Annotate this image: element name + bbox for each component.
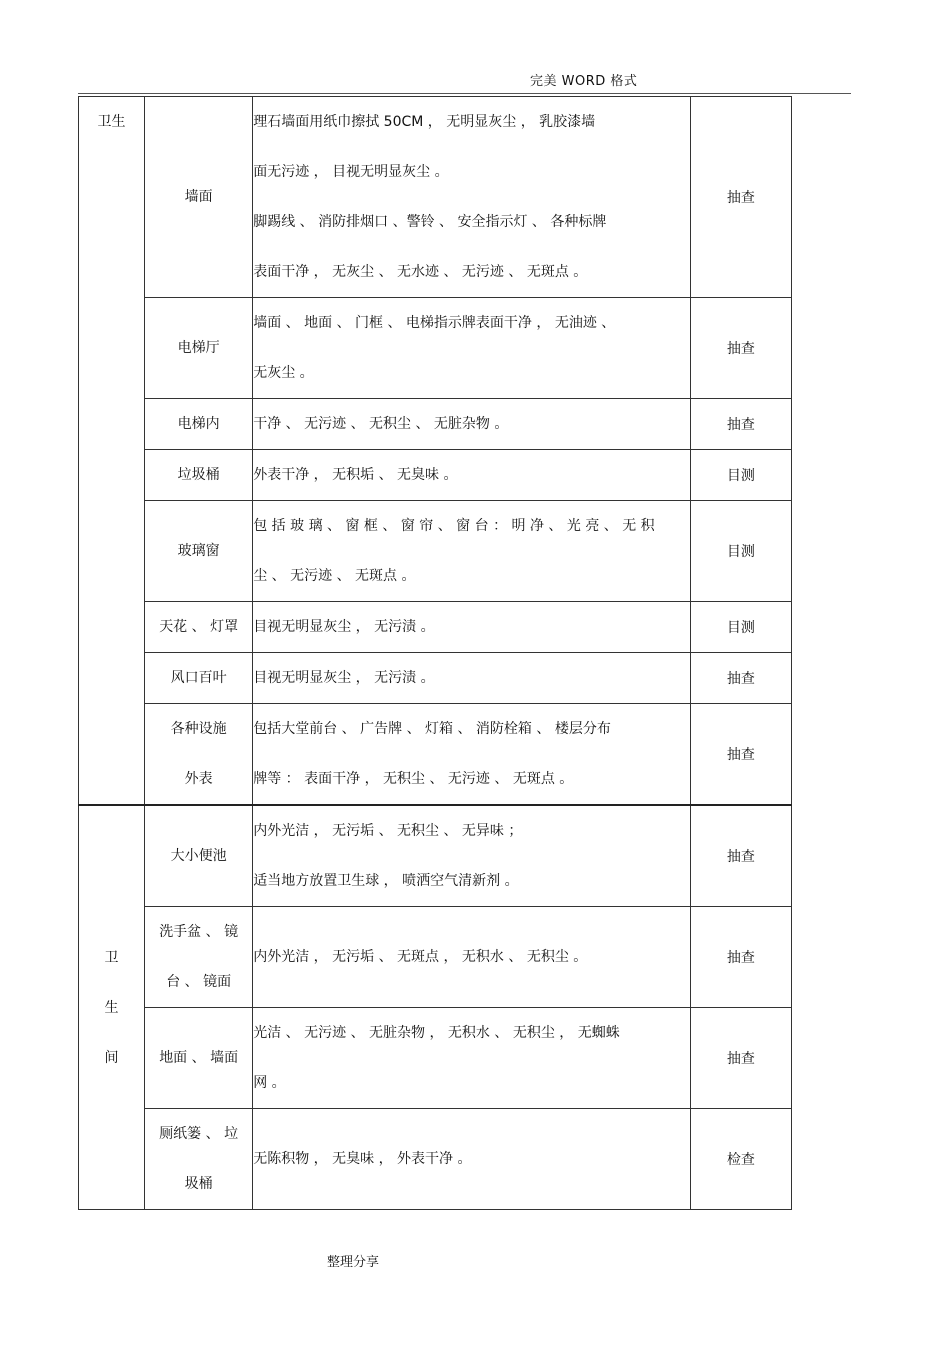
item-name-line: 厕纸篓 、 垃 [159, 1126, 239, 1142]
description-line: 干净 、 无污迹 、 无积尘 、 无脏杂物 。 [253, 416, 509, 432]
description-cell [253, 450, 691, 501]
page-footer: 整理分享 [327, 1255, 380, 1270]
item-name-line: 天花 、 灯罩 [159, 619, 239, 635]
description-cell [253, 653, 691, 704]
description-line: 面无污迹 ， 目视无明显灰尘 。 [253, 164, 449, 180]
inspection-method-cell: 目测 [690, 501, 791, 602]
item-name-line: 台 、 镜面 [166, 974, 232, 990]
description-line: 网 。 [253, 1075, 286, 1091]
inspection-method-cell: 抽查 [690, 1008, 791, 1109]
description-cell [253, 704, 691, 806]
item-cell [145, 602, 253, 653]
description-line: 内外光洁 ， 无污垢 、 无积尘 、 无异味 ； [253, 823, 523, 839]
description-line: 外表干净 ， 无积垢 、 无臭味 。 [253, 467, 458, 483]
description-cell [253, 602, 691, 653]
inspection-method-cell: 抽查 [690, 653, 791, 704]
section-name-char: 生 [104, 999, 119, 1016]
item-cell [145, 97, 253, 298]
item-name-line: 外表 [184, 771, 213, 787]
inspection-method-cell: 目测 [690, 450, 791, 501]
header-rule [78, 93, 851, 94]
section-name-char: 卫 [104, 949, 119, 966]
section-name-vertical [104, 933, 120, 1083]
description-cell [253, 97, 691, 298]
description-cell [253, 805, 691, 907]
description-line: 目视无明显灰尘 ， 无污渍 。 [253, 619, 435, 635]
item-name-line: 电梯内 [177, 416, 220, 432]
description-line: 理石墙面用纸巾擦拭 50CM ， 无明显灰尘 ， 乳胶漆墙 [253, 114, 596, 130]
table-row [79, 1109, 792, 1210]
item-cell [145, 501, 253, 602]
description-cell [253, 298, 691, 399]
item-cell [145, 907, 253, 1008]
item-name-line: 大小便池 [170, 848, 227, 864]
item-name-line: 风口百叶 [170, 670, 227, 686]
description-line: 包 括 玻 璃 、 窗 框 、 窗 帘 、 窗 台 ： 明 净 、 光 亮 、 无 积 [253, 518, 655, 534]
inspection-method-cell: 抽查 [690, 907, 791, 1008]
item-cell [145, 298, 253, 399]
item-name-line: 电梯厅 [177, 340, 220, 356]
inspection-method-cell: 抽查 [690, 298, 791, 399]
description-line: 墙面 、 地面 、 门框 、 电梯指示牌表面干净 ， 无油迹 、 [253, 315, 616, 331]
item-cell [145, 805, 253, 907]
description-line: 牌等 ： 表面干净 ， 无积尘 、 无污迹 、 无斑点 。 [253, 771, 574, 787]
item-name-line: 洗手盆 、 镜 [159, 924, 239, 940]
description-cell [253, 399, 691, 450]
item-cell [145, 399, 253, 450]
inspection-method-cell: 抽查 [690, 704, 791, 806]
description-cell [253, 1008, 691, 1109]
table-row [79, 704, 792, 806]
description-line: 适当地方放置卫生球 ， 喷洒空气清新剂 。 [253, 873, 519, 889]
description-cell [253, 1109, 691, 1210]
item-name-line: 墙面 [184, 189, 213, 205]
inspection-method-cell: 检查 [690, 1109, 791, 1210]
description-line: 无灰尘 。 [253, 365, 314, 381]
inspection-method-cell: 抽查 [690, 97, 791, 298]
description-line: 脚踢线 、 消防排烟口 、警铃 、 安全指示灯 、 各种标牌 [253, 214, 607, 230]
item-name-line: 地面 、 墙面 [159, 1050, 239, 1066]
item-name-line: 圾桶 [184, 1176, 213, 1192]
item-cell [145, 704, 253, 806]
item-cell [145, 653, 253, 704]
inspection-table [78, 96, 792, 1210]
table-row [79, 805, 792, 907]
description-line: 表面干净 ， 无灰尘 、 无水迹 、 无污迹 、 无斑点 。 [253, 264, 588, 280]
section-name-cell [79, 97, 145, 806]
section-name-cell [79, 805, 145, 1210]
item-cell [145, 1008, 253, 1109]
inspection-method-cell: 抽查 [690, 399, 791, 450]
description-line: 内外光洁 ， 无污垢 、 无斑点 ， 无积水 、 无积尘 。 [253, 949, 588, 965]
item-cell [145, 450, 253, 501]
description-line: 目视无明显灰尘 ， 无污渍 。 [253, 670, 435, 686]
table-row [79, 1008, 792, 1109]
table-row [79, 602, 792, 653]
item-name-line: 垃圾桶 [177, 467, 220, 483]
item-cell [145, 1109, 253, 1210]
description-line: 无陈积物 ， 无臭味 ， 外表干净 。 [253, 1151, 472, 1167]
table-row [79, 653, 792, 704]
table-row [79, 298, 792, 399]
table-row [79, 399, 792, 450]
section-name: 卫生 [97, 114, 126, 130]
description-line: 尘 、 无污迹 、 无斑点 。 [253, 568, 416, 584]
description-line: 包括大堂前台 、 广告牌 、 灯箱 、 消防栓箱 、 楼层分布 [253, 721, 611, 737]
table-row [79, 97, 792, 298]
inspection-method-cell: 抽查 [690, 805, 791, 907]
item-name-line: 各种设施 [170, 721, 227, 737]
page-header: 完美 WORD 格式 [530, 74, 638, 89]
table-row [79, 450, 792, 501]
description-line: 光洁 、 无污迹 、 无脏杂物 ， 无积水 、 无积尘 ， 无蜘蛛 [253, 1025, 620, 1041]
table-row [79, 501, 792, 602]
section-name-char: 间 [104, 1049, 119, 1066]
item-name-line: 玻璃窗 [177, 543, 220, 559]
table-row [79, 907, 792, 1008]
inspection-method-cell: 目测 [690, 602, 791, 653]
description-cell [253, 501, 691, 602]
description-cell [253, 907, 691, 1008]
